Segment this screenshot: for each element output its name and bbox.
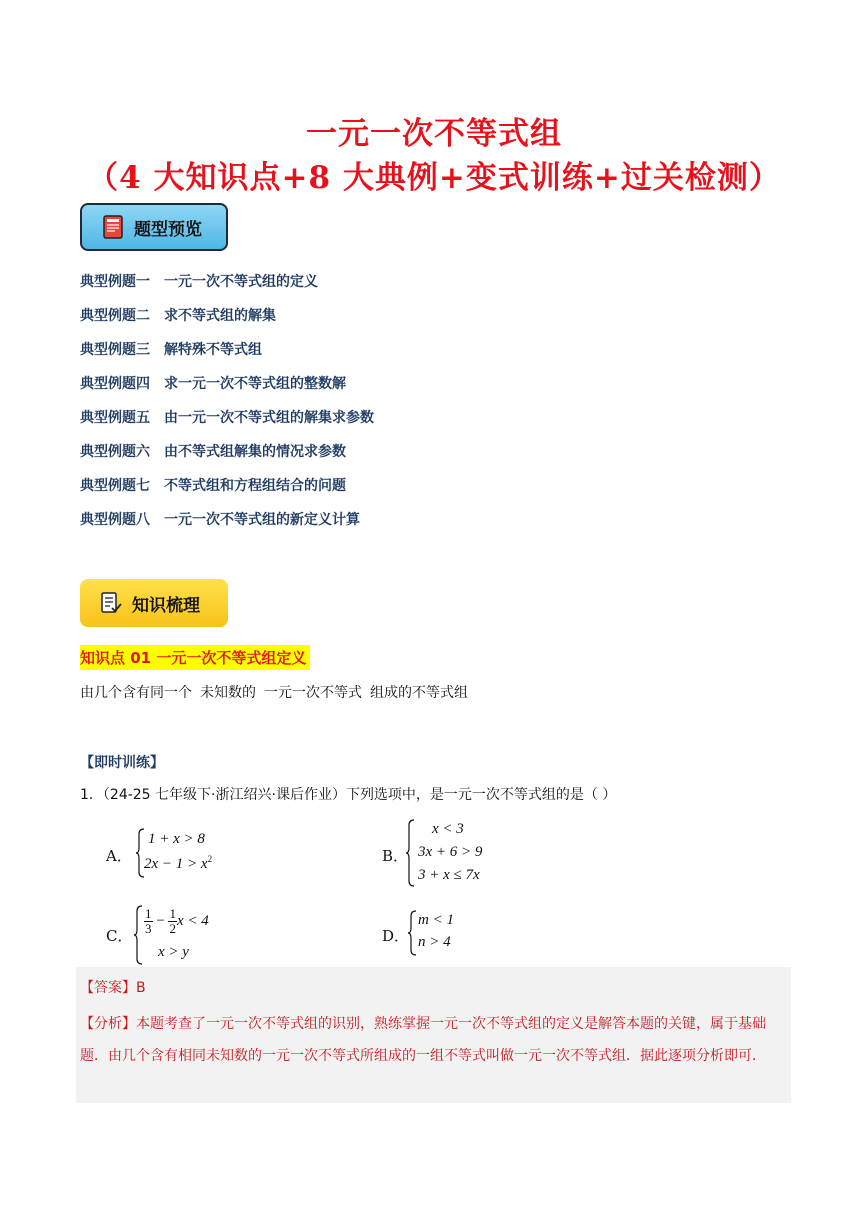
definition-part-4: 组成的不等式组 xyxy=(370,685,468,701)
toc-item-text: 一元一次不等式组的定义 xyxy=(164,274,318,290)
option-b-line-2: 3x + 6 > 9 xyxy=(418,844,483,860)
toc-item-label: 典型例题二 xyxy=(80,308,150,324)
preview-badge-label: 题型预览 xyxy=(134,219,202,240)
toc-item-label: 典型例题八 xyxy=(80,512,150,528)
document-title: 一元一次不等式组 xyxy=(306,116,562,152)
definition-text xyxy=(80,682,476,702)
document-subtitle: （4 大知识点+8 大典例+变式训练+过关检测） xyxy=(87,160,781,196)
option-c-label: C． xyxy=(106,927,133,945)
definition-part-2: 未知数的 xyxy=(200,685,256,701)
toc-item-text: 求不等式组的解集 xyxy=(164,308,276,324)
fraction-one-half xyxy=(168,907,177,936)
preview-badge xyxy=(80,203,228,251)
brace-icon xyxy=(134,905,144,965)
toc-item-text: 不等式组和方程组结合的问题 xyxy=(164,478,346,494)
option-b-line-3: 3 + x ≤ 7x xyxy=(418,867,480,883)
brace-icon xyxy=(408,910,418,956)
option-a-exponent: 2 xyxy=(207,854,213,864)
option-a-line-1: 1 + x > 8 xyxy=(148,831,205,847)
toc-item-text: 由一元一次不等式组的解集求参数 xyxy=(164,410,374,426)
option-c-system xyxy=(134,905,254,965)
brace-icon xyxy=(406,819,416,887)
toc-item xyxy=(80,305,276,325)
option-c-line-2: x > y xyxy=(158,944,189,960)
fraction-one-third xyxy=(144,907,153,936)
minus-sign: − xyxy=(156,912,165,929)
option-d-line-1: m < 1 xyxy=(418,912,454,928)
toc-item-text: 由不等式组解集的情况求参数 xyxy=(164,444,346,460)
toc-item xyxy=(80,271,318,291)
option-d-system xyxy=(408,910,488,956)
toc-item-label: 典型例题四 xyxy=(80,376,150,392)
fraction-numerator: 1 xyxy=(169,906,176,921)
fraction-numerator: 1 xyxy=(145,906,152,921)
book-icon xyxy=(100,213,126,241)
fraction-denominator: 3 xyxy=(145,921,152,936)
knowledge-point-heading: 知识点 01 一元一次不等式组定义 xyxy=(80,645,310,670)
toc-item xyxy=(80,339,262,359)
checklist-icon xyxy=(98,589,124,617)
toc-item xyxy=(80,509,360,529)
option-b-system xyxy=(406,819,526,887)
option-a-line-2-base: 2x − 1 > x xyxy=(144,856,208,872)
toc-item xyxy=(80,441,346,461)
toc-item xyxy=(80,475,346,495)
knowledge-badge xyxy=(80,579,228,627)
toc-item-label: 典型例题三 xyxy=(80,342,150,358)
option-a-system xyxy=(136,828,256,878)
fraction-denominator: 2 xyxy=(169,921,176,936)
definition-part-1: 由几个含有同一个 xyxy=(80,685,192,701)
option-d-line-2: n > 4 xyxy=(418,934,451,950)
toc-item-label: 典型例题六 xyxy=(80,444,150,460)
option-c-line-1-tail: x < 4 xyxy=(176,912,209,929)
analysis-text: 【分析】本题考查了一元一次不等式组的识别，熟练掌握一元一次不等式组的定义是解答本题的关键，属于基础题．由几个含有相同未知数的一元一次不等式所组成的一组不等式叫做一元一次不等式组．据此逐项分析即可． xyxy=(80,1016,766,1064)
toc-item-label: 典型例题五 xyxy=(80,410,150,426)
answer-text: 【答案】B xyxy=(80,980,146,996)
option-d-label: D． xyxy=(382,927,410,945)
training-label: 【即时训练】 xyxy=(80,755,164,771)
option-a-line-2 xyxy=(144,854,212,873)
toc-item-label: 典型例题一 xyxy=(80,274,150,290)
option-a-label: A． xyxy=(106,847,132,865)
definition-part-3: 一元一次不等式 xyxy=(264,685,362,701)
toc-item-text: 解特殊不等式组 xyxy=(164,342,262,358)
toc-item-label: 典型例题七 xyxy=(80,478,150,494)
knowledge-badge-label: 知识梳理 xyxy=(132,595,200,616)
option-b-line-1: x < 3 xyxy=(432,821,464,837)
question-text: 1．（24-25 七年级下·浙江绍兴·课后作业）下列选项中，是一元一次不等式组的是（ ） xyxy=(80,787,617,803)
toc-item xyxy=(80,373,346,393)
option-b-label: B． xyxy=(382,847,409,865)
option-c-line-1 xyxy=(144,907,209,936)
toc-item-text: 求一元一次不等式组的整数解 xyxy=(164,376,346,392)
toc-item-text: 一元一次不等式组的新定义计算 xyxy=(164,512,360,528)
toc-item xyxy=(80,407,374,427)
